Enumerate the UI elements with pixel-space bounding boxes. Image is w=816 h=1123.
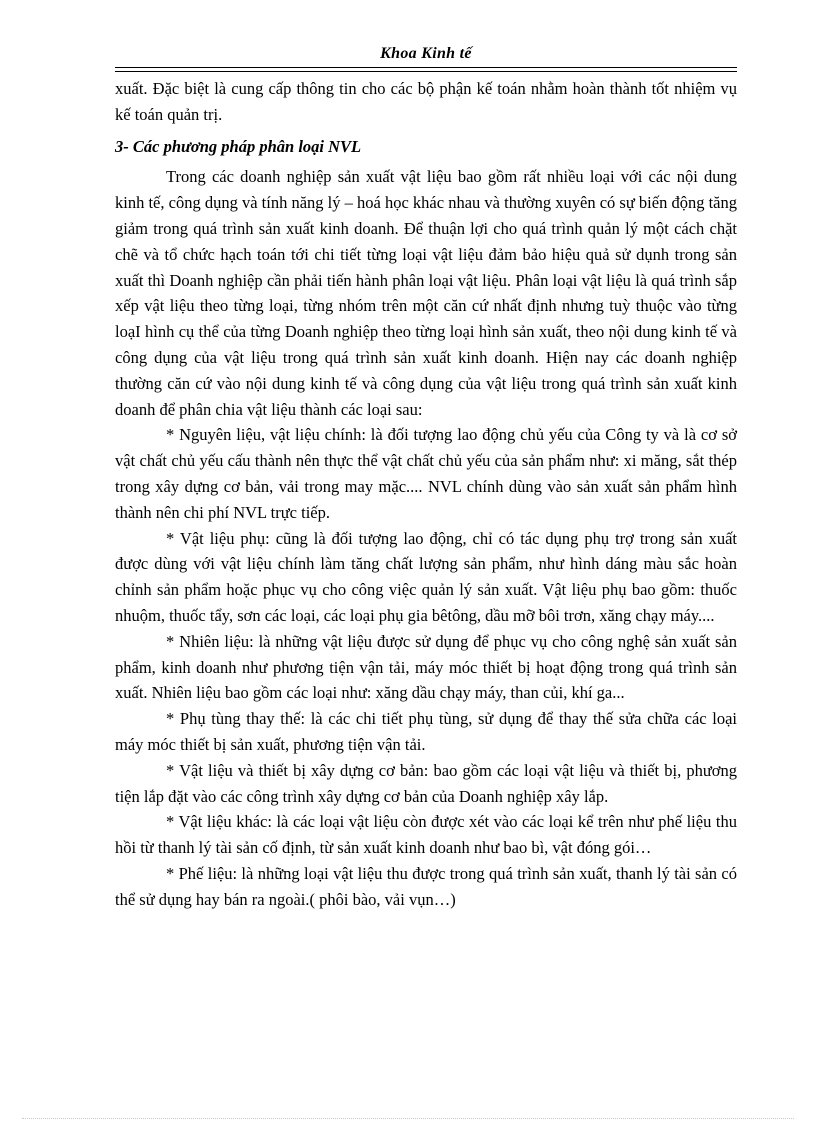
paragraph-other-materials: * Vật liệu khác: là các loại vật liệu còn được xét vào các loại kể trên như phế liệu thu hồi từ thanh lý tài sản cố định, từ sản xuất kinh doanh như bao bì, vật đóng gói… [115, 812, 737, 858]
paragraph-overview: Trong các doanh nghiệp sản xuất vật liệu bao gồm rất nhiều loại với các nội dung kinh tế, công dụng và tính năng lý – hoá học khác nhau và thường xuyên có sự biến động tăng giảm trong quá trình sản xuất kinh doanh. Để thuận lợi cho quá trình quản lý một cách chặt chẽ và tổ chức hạch toán tới chi tiết từng loại vật liệu đảm bảo hiệu quả sử dụnh trong sản xuất thì Doanh nghiệp cần phải tiến hành phân loại vật liệu. Phân loại vật liệu là quá trình sắp xếp vật liệu theo từng loại, từng nhóm trên một căn cứ nhất định nhưng tuỳ thuộc vào từng loạI hình cụ thể của từng Doanh nghiệp theo từng loại hình sản xuất, theo nội dung kinh tế và công dụng của vật liệu trong quá trình sản xuất kinh doanh. Hiện nay các doanh nghiệp thường căn cứ vào nội dung kinh tế và công dụng của vật liệu trong quá trình sản xuất kinh doanh để phân chia vật liệu thành các loại sau: [115, 167, 737, 419]
document-body [115, 76, 737, 913]
paragraph-construction-materials: * Vật liệu và thiết bị xây dựng cơ bản: bao gồm các loại vật liệu và thiết bị, phương tiện lắp đặt vào các công trình xây dựng cơ bản của Doanh nghiệp xây lắp. [115, 760, 737, 806]
paragraph-spare-parts: * Phụ tùng thay thế: là các chi tiết phụ tùng, sử dụng để thay thế sửa chữa các loại máy móc thiết bị sản xuất, phương tiện vận tải. [115, 709, 737, 754]
paragraph-scrap: * Phế liệu: là những loại vật liệu thu được trong quá trình sản xuất, thanh lý tài sản có thể sử dụng hay bán ra ngoài.( phôi bào, vải vụn…) [115, 863, 737, 909]
paragraph-auxiliary-materials: * Vật liệu phụ: cũng là đối tượng lao động, chỉ có tác dụng phụ trợ trong sản xuất được dùng với vật liệu chính làm tăng chất lượng sản phẩm, như hình dáng màu sắc hoàn chỉnh sản phẩm hoặc phục vụ cho công việc quản lý sản xuất. Vật liệu phụ bao gồm: thuốc nhuộm, thuốc tẩy, sơn các loại, các loại phụ gia bêtông, dầu mỡ bôi trơn, xăng chạy máy.... [115, 528, 737, 625]
intro-paragraph: xuất. Đặc biệt là cung cấp thông tin cho các bộ phận kế toán nhằm hoàn thành tốt nhiệm vụ kế toán quản trị. [115, 79, 737, 124]
header-rule-top [115, 67, 737, 68]
footer-dotted-line [22, 1118, 794, 1119]
section-heading: 3- Các phương pháp phân loại NVL [115, 136, 362, 156]
paragraph-main-materials: * Nguyên liệu, vật liệu chính: là đối tượng lao động chủ yếu của Công ty và là cơ sở vật chất chủ yếu cấu thành nên thực thể vật chất chủ yếu của sản phẩm như: xi măng, sắt thép trong xây dựng cơ bản, vải trong may mặc.... NVL chính dùng vào sản xuất sản phẩm hình thành nên chi phí NVL trực tiếp. [115, 425, 737, 522]
header-rule-bottom [115, 71, 737, 72]
paragraph-fuel: * Nhiên liệu: là những vật liệu được sử dụng để phục vụ cho công nghệ sản xuất sản phẩm, kinh doanh như phương tiện vận tải, máy móc thiết bị hoạt động trong quá trình sản xuất. Nhiên liệu bao gồm các loại như: xăng dầu chạy máy, than củi, khí ga... [115, 631, 737, 703]
page-header: Khoa Kinh tế [380, 45, 472, 62]
